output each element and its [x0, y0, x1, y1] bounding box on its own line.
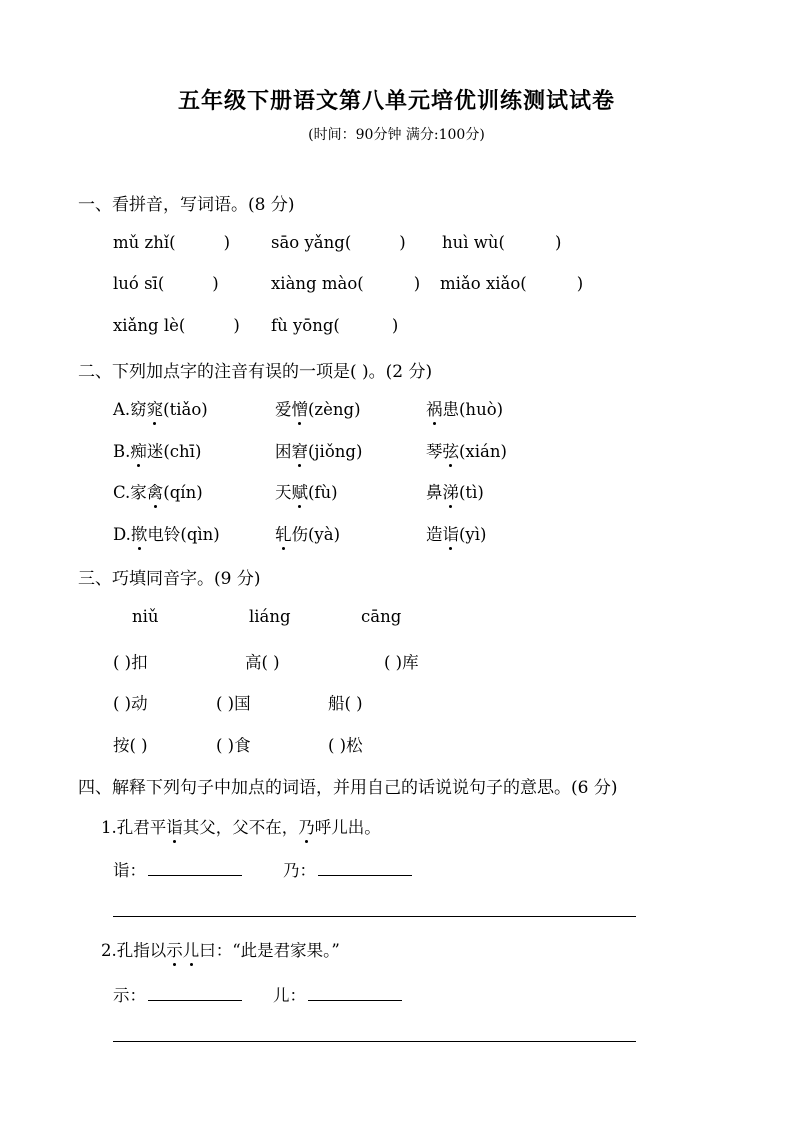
page-title: 五年级下册语文第八单元培优训练测试试卷	[177, 88, 615, 114]
section3-heading: 三、巧填同音字。(9 分)	[78, 569, 261, 589]
answer-line[interactable]	[113, 1041, 636, 1042]
answer-field[interactable]: 示：	[113, 982, 242, 1006]
option-d-2: 轧伤(yà)	[275, 521, 340, 545]
fill-item: ( )动	[113, 694, 148, 713]
fill-item: ( )国	[216, 694, 251, 713]
option-b-1: B.痴迷(chī)	[113, 438, 201, 462]
fill-item: ( )松	[328, 736, 363, 755]
fill-item: 按( )	[113, 736, 148, 755]
answer-field[interactable]: 乃：	[283, 857, 412, 881]
option-a-3: 祸患(huò)	[426, 396, 503, 420]
fill-item: 高( )	[245, 653, 280, 672]
option-c-1: C.家禽(qín)	[113, 479, 203, 503]
fill-item: ( )扣	[113, 653, 148, 672]
fill-item: 船( )	[328, 694, 363, 713]
option-c-3: 鼻涕(tì)	[426, 479, 484, 503]
pinyin-item: mǔ zhǐ( )	[113, 233, 230, 252]
answer-blank	[148, 982, 242, 1001]
answer-blank	[308, 982, 402, 1001]
pinyin-label: niǔ	[132, 607, 159, 626]
pinyin-label: liáng	[249, 607, 291, 626]
answer-blank	[148, 857, 242, 876]
section4-heading: 四、解释下列句子中加点的词语，并用自己的话说说句子的意思。(6 分)	[78, 778, 618, 798]
pinyin-item: huì wù( )	[442, 233, 562, 252]
pinyin-item: miǎo xiǎo( )	[440, 274, 584, 293]
answer-line[interactable]	[113, 916, 636, 917]
section1-heading: 一、看拼音，写词语。(8 分)	[78, 195, 295, 215]
answer-field[interactable]: 诣：	[113, 857, 242, 881]
exam-info: (时间：90分钟 满分:100分)	[308, 127, 485, 143]
option-b-2: 困窘(jiǒng)	[275, 438, 362, 462]
pinyin-item: xiàng mào( )	[271, 274, 421, 293]
answer-blank	[318, 857, 412, 876]
option-a-2: 爱憎(zèng)	[275, 396, 361, 420]
option-c-2: 天赋(fù)	[275, 479, 338, 503]
option-a-1: A.窈窕(tiǎo)	[113, 396, 208, 420]
answer-field[interactable]: 儿：	[273, 982, 402, 1006]
option-b-3: 琴弦(xián)	[426, 438, 507, 462]
fill-item: ( )库	[384, 653, 419, 672]
pinyin-item: fù yōng( )	[271, 316, 399, 335]
option-d-3: 造诣(yì)	[426, 521, 486, 545]
question-1: 1.孔君平诣其父，父不在，乃呼儿出。	[101, 814, 381, 838]
question-2: 2.孔指以示儿曰：“此是君家果。”	[101, 937, 340, 961]
pinyin-label: cāng	[361, 607, 402, 626]
pinyin-item: luó sī( )	[113, 274, 219, 293]
pinyin-item: sāo yǎng( )	[271, 233, 406, 252]
section2-heading: 二、下列加点字的注音有误的一项是( )。(2 分)	[78, 362, 433, 382]
pinyin-item: xiǎng lè( )	[113, 316, 240, 335]
fill-item: ( )食	[216, 736, 251, 755]
option-d-1: D.揿电铃(qìn)	[113, 521, 220, 545]
